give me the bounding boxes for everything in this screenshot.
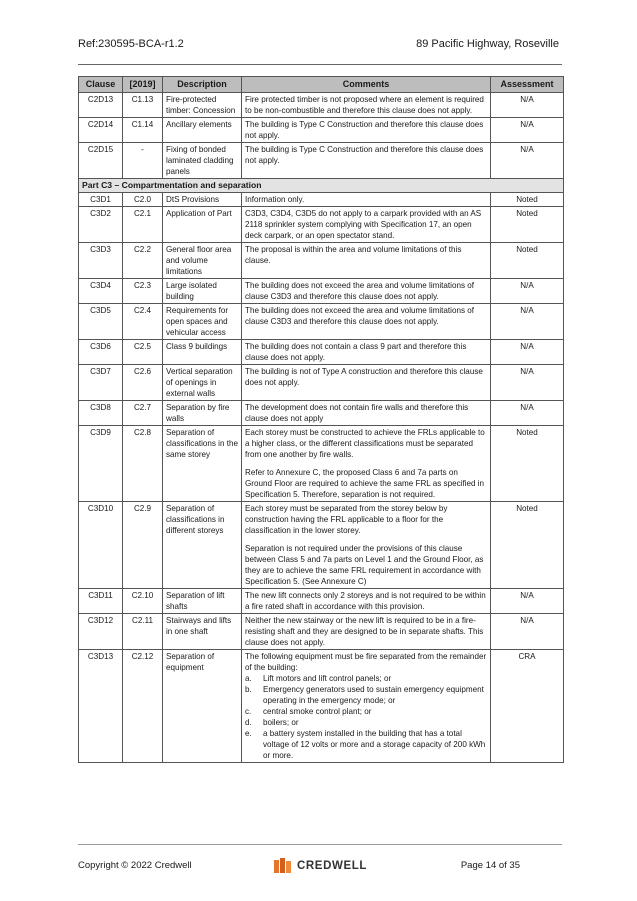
table-row [79, 243, 564, 279]
comment-paragraph: The building does not exceed the area and volume limitations of clause C3D3 and therefore this clause does not apply. [245, 306, 475, 326]
clause-cell: C3D6 [79, 340, 123, 365]
assessment-cell: N/A [491, 340, 564, 365]
description-cell: Separation of lift shafts [163, 589, 242, 614]
comments-cell [242, 502, 491, 589]
list-text: Lift motors and lift control panels; or [263, 674, 392, 683]
assessment-cell: N/A [491, 279, 564, 304]
table-row [79, 426, 564, 502]
ref2019-cell: C2.5 [123, 340, 163, 365]
ref2019-cell: C2.7 [123, 401, 163, 426]
assessment-cell: Noted [491, 502, 564, 589]
clause-cell: C2D13 [79, 93, 123, 118]
comment-paragraph: Each storey must be separated from the storey below by construction having the FRL applicable to a floor for the classification in the lower storey. [245, 504, 448, 535]
description-cell: DtS Provisions [163, 193, 242, 207]
col-header-assessment: Assessment [491, 77, 564, 93]
table-row [79, 279, 564, 304]
description-cell: Fixing of bonded laminated cladding panels [163, 143, 242, 179]
table-row [79, 207, 564, 243]
comments-cell [242, 614, 491, 650]
table-row [79, 589, 564, 614]
description-cell: Separation of equipment [163, 650, 242, 763]
assessment-cell: Noted [491, 426, 564, 502]
list-text: a battery system installed in the building that has a total voltage of 12 volts or more and a storage capacity of 200 kWh or more. [263, 729, 486, 760]
ref2019-cell: C2.10 [123, 589, 163, 614]
col-header-description: Description [163, 77, 242, 93]
table-row [79, 304, 564, 340]
rows-part-c2 [79, 93, 564, 179]
list-text: Emergency generators used to sustain emergency equipment operating in the emergency mode; or [263, 685, 484, 705]
list-item [245, 684, 487, 706]
comments-cell [242, 243, 491, 279]
comments-cell [242, 401, 491, 426]
clause-cell: C2D15 [79, 143, 123, 179]
assessment-cell: N/A [491, 589, 564, 614]
comments-cell [242, 118, 491, 143]
list-item [245, 706, 487, 717]
table-row [79, 614, 564, 650]
ref2019-cell: C2.4 [123, 304, 163, 340]
assessment-cell: Noted [491, 193, 564, 207]
footer-divider [78, 844, 562, 845]
description-cell: Vertical separation of openings in external walls [163, 365, 242, 401]
col-header-comments: Comments [242, 77, 491, 93]
assessment-cell: N/A [491, 304, 564, 340]
ref2019-cell: C2.12 [123, 650, 163, 763]
comment-paragraph: Neither the new stairway or the new lift is required to be in a fire-resisting shaft and they are designed to be in separate shafts. This clause does not apply. [245, 616, 484, 647]
clause-cell: C3D10 [79, 502, 123, 589]
assessment-cell: N/A [491, 118, 564, 143]
table-row [79, 193, 564, 207]
list-marker: c. [245, 707, 252, 716]
assessment-cell: N/A [491, 401, 564, 426]
credwell-logo-icon [274, 858, 294, 874]
ref2019-cell: C1.14 [123, 118, 163, 143]
table-row [79, 365, 564, 401]
description-cell: Separation of classifications in the same storey [163, 426, 242, 502]
table-row [79, 143, 564, 179]
table-row [79, 118, 564, 143]
comments-cell [242, 279, 491, 304]
list-item [245, 717, 487, 728]
comments-cell [242, 340, 491, 365]
credwell-logo [274, 858, 367, 874]
comments-cell [242, 304, 491, 340]
list-marker: b. [245, 685, 252, 694]
col-header-clause: Clause [79, 77, 123, 93]
description-cell: Application of Part [163, 207, 242, 243]
comment-paragraph: The building is not of Type A construction and therefore this clause does not apply. [245, 367, 483, 387]
comments-cell [242, 93, 491, 118]
ref2019-cell: C2.0 [123, 193, 163, 207]
comment-paragraph: Separation is not required under the provisions of this clause between Class 5 and 7a parts on Level 1 and the Ground Floor, as they are to achieve the same FRL requirement in accordance with Specification 5. (See Annexure C) [245, 544, 484, 586]
table-row [79, 502, 564, 589]
list-text: boilers; or [263, 718, 299, 727]
clause-cell: C3D1 [79, 193, 123, 207]
clause-cell: C3D11 [79, 589, 123, 614]
assessment-cell: Noted [491, 207, 564, 243]
clause-cell: C3D9 [79, 426, 123, 502]
page-footer [78, 858, 562, 876]
copyright-text: Copyright © 2022 Credwell [78, 860, 192, 871]
document-ref: Ref:230595-BCA-r1.2 [78, 38, 184, 50]
list-marker: d. [245, 718, 252, 727]
comment-paragraph: The proposal is within the area and volume limitations of this clause. [245, 245, 462, 265]
ref2019-cell: C2.1 [123, 207, 163, 243]
part-heading-row [79, 179, 564, 193]
assessment-cell: N/A [491, 365, 564, 401]
comments-cell [242, 143, 491, 179]
description-cell: Stairways and lifts in one shaft [163, 614, 242, 650]
description-cell: Fire-protected timber: Concession [163, 93, 242, 118]
logo-text: CREDWELL [297, 860, 367, 872]
assessment-cell: Noted [491, 243, 564, 279]
comments-cell [242, 426, 491, 502]
ref2019-cell: C2.8 [123, 426, 163, 502]
assessment-cell: N/A [491, 614, 564, 650]
clause-cell: C2D14 [79, 118, 123, 143]
assessment-cell: N/A [491, 93, 564, 118]
comment-paragraph: The new lift connects only 2 storeys and is not required to be within a fire rated shaft in accordance with this provision. [245, 591, 486, 611]
comments-cell [242, 589, 491, 614]
ref2019-cell: C2.6 [123, 365, 163, 401]
ref2019-cell: C2.9 [123, 502, 163, 589]
rows-part-c3 [79, 193, 564, 650]
clause-cell: C3D8 [79, 401, 123, 426]
table-row [79, 93, 564, 118]
ref2019-cell: C1.13 [123, 93, 163, 118]
ref2019-cell: C2.3 [123, 279, 163, 304]
page-header [78, 38, 559, 54]
clause-cell: C3D5 [79, 304, 123, 340]
comment-paragraph: Information only. [245, 195, 305, 204]
list-item [245, 673, 487, 684]
description-cell: General floor area and volume limitations [163, 243, 242, 279]
comment-paragraph: Each storey must be constructed to achieve the FRLs applicable to a higher class, or the different classifications must be separated from one another by fire walls. [245, 428, 485, 459]
clause-cell: C3D2 [79, 207, 123, 243]
comment-paragraph: Refer to Annexure C, the proposed Class 6 and 7a parts on Ground Floor are required to achieve the same FRL as specified in Specification 5. Therefore, separation is not required. [245, 468, 485, 499]
col-header-2019: [2019] [123, 77, 163, 93]
table-row [79, 401, 564, 426]
description-cell: Requirements for open spaces and vehicular access [163, 304, 242, 340]
comments-cell [242, 207, 491, 243]
page-number: Page 14 of 35 [460, 860, 520, 871]
paragraph-gap [245, 536, 487, 543]
assessment-cell: N/A [491, 143, 564, 179]
description-cell: Class 9 buildings [163, 340, 242, 365]
comments-cell [242, 365, 491, 401]
comment-intro: The following equipment must be fire separated from the remainder of the building: [245, 652, 487, 672]
part-heading: Part C3 – Compartmentation and separation [79, 179, 564, 193]
header-divider [78, 64, 562, 65]
comment-paragraph: The development does not contain fire walls and therefore this clause does not apply [245, 403, 469, 423]
comment-paragraph: The building does not contain a class 9 part and therefore this clause does not apply. [245, 342, 467, 362]
description-cell: Large isolated building [163, 279, 242, 304]
ref2019-cell: C2.11 [123, 614, 163, 650]
equipment-list [245, 673, 487, 761]
comment-paragraph: Fire protected timber is not proposed where an element is required to be non-combustible and therefore this clause does not apply. [245, 95, 484, 115]
description-cell: Separation of classifications in different storeys [163, 502, 242, 589]
assessment-table [78, 76, 564, 763]
table-row [79, 650, 564, 763]
comment-paragraph: The building is Type C Construction and therefore this clause does not apply. [245, 120, 484, 140]
description-cell: Separation by fire walls [163, 401, 242, 426]
list-text: central smoke control plant; or [263, 707, 372, 716]
clause-cell: C3D13 [79, 650, 123, 763]
clause-cell: C3D3 [79, 243, 123, 279]
clause-cell: C3D12 [79, 614, 123, 650]
table-header-row [79, 77, 564, 93]
list-marker: a. [245, 674, 252, 683]
site-address: 89 Pacific Highway, Roseville [416, 38, 559, 50]
clause-cell: C3D7 [79, 365, 123, 401]
paragraph-gap [245, 460, 487, 467]
table-row [79, 340, 564, 365]
comment-paragraph: C3D3, C3D4, C3D5 do not apply to a carpark provided with an AS 2118 sprinkler system complying with Specification 17, an open deck carpark, or an open spectator stand. [245, 209, 482, 240]
assessment-cell: CRA [491, 650, 564, 763]
comments-cell [242, 193, 491, 207]
list-item [245, 728, 487, 761]
ref2019-cell: - [123, 143, 163, 179]
ref2019-cell: C2.2 [123, 243, 163, 279]
description-cell: Ancillary elements [163, 118, 242, 143]
list-marker: e. [245, 729, 252, 738]
comment-paragraph: The building is Type C Construction and therefore this clause does not apply. [245, 145, 484, 165]
clause-cell: C3D4 [79, 279, 123, 304]
comments-cell [242, 650, 491, 763]
comment-paragraph: The building does not exceed the area and volume limitations of clause C3D3 and therefore this clause does not apply. [245, 281, 475, 301]
